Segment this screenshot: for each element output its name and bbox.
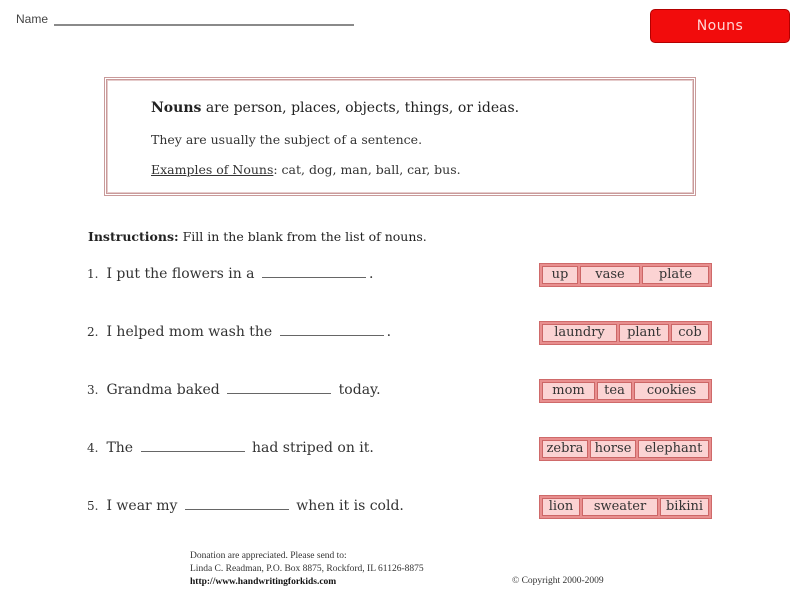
question-text-after: . — [386, 324, 392, 340]
question-number: 5. — [87, 499, 99, 513]
name-field-row — [16, 10, 354, 26]
choices-3 — [539, 379, 712, 403]
choice-word[interactable]: tea — [597, 382, 632, 400]
question-2 — [87, 321, 391, 340]
choice-word[interactable]: cookies — [634, 382, 709, 400]
subject-note: They are usually the subject of a sentence. — [151, 132, 423, 147]
choice-word[interactable]: vase — [580, 266, 640, 284]
choice-word[interactable]: lion — [542, 498, 580, 516]
question-5 — [87, 495, 404, 514]
examples-text: : cat, dog, man, ball, car, bus. — [273, 162, 461, 177]
instructions-text: Fill in the blank from the list of nouns. — [178, 229, 427, 244]
name-label: Name — [16, 12, 49, 26]
question-number: 1. — [87, 267, 99, 281]
choice-word[interactable]: horse — [590, 440, 636, 458]
choice-word[interactable]: plate — [642, 266, 709, 284]
definition-line — [151, 100, 519, 116]
choices-4 — [539, 437, 712, 461]
footer-copyright: © Copyright 2000-2009 — [512, 576, 604, 586]
question-number: 3. — [87, 383, 99, 397]
footer-donation-line: Donation are appreciated. Please send to: — [190, 551, 347, 561]
footer-website-link[interactable]: http://www.handwritingforkids.com — [190, 577, 337, 587]
choices-1 — [539, 263, 712, 287]
question-text-after: . — [368, 266, 374, 282]
question-text-before: I wear my — [106, 498, 178, 514]
choice-word[interactable]: plant — [619, 324, 669, 342]
examples-line — [151, 162, 461, 177]
choices-5 — [539, 495, 712, 519]
question-text-before: I helped mom wash the — [106, 324, 273, 340]
question-4 — [87, 437, 374, 456]
choice-word[interactable]: sweater — [582, 498, 658, 516]
instructions — [88, 229, 427, 244]
question-text-before: The — [106, 440, 134, 456]
instructions-label: Instructions: — [88, 229, 179, 244]
choice-word[interactable]: up — [542, 266, 578, 284]
question-text-after: when it is cold. — [296, 498, 404, 514]
choices-2 — [539, 321, 712, 345]
choice-word[interactable]: zebra — [542, 440, 588, 458]
answer-blank[interactable] — [280, 321, 384, 336]
question-text-before: I put the flowers in a — [106, 266, 255, 282]
question-1 — [87, 263, 373, 282]
definition-box — [104, 77, 696, 196]
definition-text: are person, places, objects, things, or ideas. — [201, 100, 520, 116]
choice-word[interactable]: mom — [542, 382, 595, 400]
question-text-after: today. — [338, 382, 381, 398]
definition-term: Nouns — [151, 100, 202, 116]
answer-blank[interactable] — [141, 437, 245, 452]
examples-label: Examples of Nouns — [151, 162, 274, 177]
choice-word[interactable]: elephant — [638, 440, 709, 458]
answer-blank[interactable] — [262, 263, 366, 278]
choice-word[interactable]: bikini — [660, 498, 709, 516]
question-text-before: Grandma baked — [106, 382, 220, 398]
choice-word[interactable]: laundry — [542, 324, 617, 342]
name-input-line[interactable] — [54, 10, 354, 26]
topic-badge: Nouns — [650, 9, 790, 43]
question-number: 4. — [87, 441, 99, 455]
choice-word[interactable]: cob — [671, 324, 709, 342]
question-text-after: had striped on it. — [252, 440, 374, 456]
answer-blank[interactable] — [227, 379, 331, 394]
footer-address-line: Linda C. Readman, P.O. Box 8875, Rockford, IL 61126-8875 — [190, 564, 424, 574]
question-number: 2. — [87, 325, 99, 339]
question-3 — [87, 379, 381, 398]
footer-donation — [190, 550, 424, 589]
answer-blank[interactable] — [185, 495, 289, 510]
